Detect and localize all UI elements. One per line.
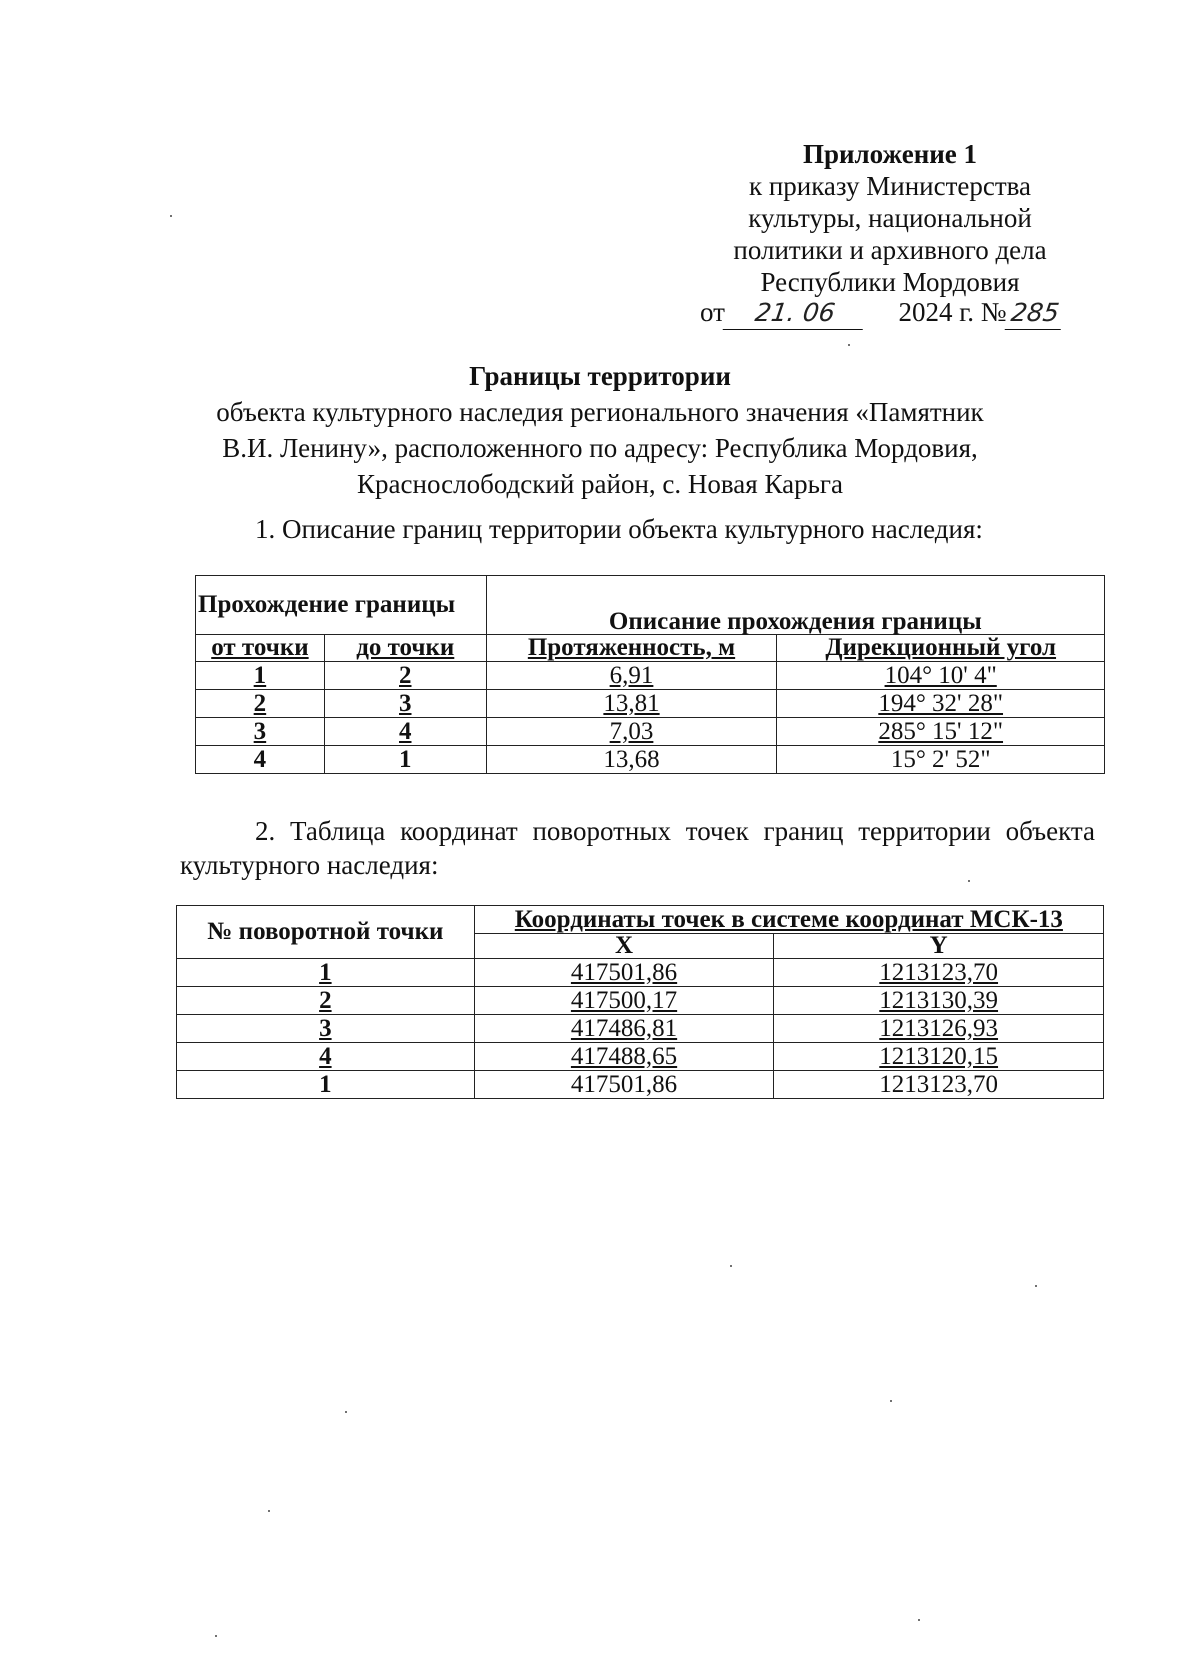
- length-value: 13,68: [486, 746, 777, 774]
- y-header: Y: [774, 934, 1104, 959]
- to-point-header: до точки: [324, 635, 486, 662]
- x-value: 417501,86: [474, 1071, 774, 1099]
- scan-speck: [848, 344, 850, 346]
- scan-speck: [215, 1635, 217, 1637]
- boundary-description-table: [195, 575, 1105, 774]
- to-point: 3: [324, 690, 486, 718]
- from-point: 1: [196, 662, 325, 690]
- coordinates-header: Координаты точек в системе координат МСК-13: [474, 906, 1103, 934]
- table-row: [196, 718, 1105, 746]
- from-point-header: от точки: [196, 635, 325, 662]
- scan-speck: [918, 1619, 920, 1621]
- length-value: 6,91: [486, 662, 777, 690]
- length-header: Протяженность, м: [486, 635, 777, 662]
- y-value: 1213120,15: [774, 1043, 1104, 1071]
- x-value: 417500,17: [474, 987, 774, 1015]
- y-value: 1213126,93: [774, 1015, 1104, 1043]
- y-value: 1213130,39: [774, 987, 1104, 1015]
- from-point: 2: [196, 690, 325, 718]
- y-value: 1213123,70: [774, 959, 1104, 987]
- document-title: Границы территории: [469, 361, 731, 391]
- handwritten-date: 21. 06: [723, 297, 868, 330]
- to-point: 2: [324, 662, 486, 690]
- scan-speck: [345, 1411, 347, 1413]
- appendix-line-2: культуры, национальной: [748, 203, 1032, 233]
- point-number: 1: [177, 1071, 475, 1099]
- order-date-line: [700, 296, 1120, 330]
- turning-point-number-header: № поворотной точки: [177, 906, 475, 959]
- year-text: 2024 г. №: [898, 297, 1007, 327]
- angle-value: 104° 10' 4": [777, 662, 1105, 690]
- document-subtitle-line-1: объекта культурного наследия регионального значения «Памятник: [216, 397, 984, 427]
- coordinates-table: [176, 905, 1104, 1099]
- length-value: 13,81: [486, 690, 777, 718]
- scan-speck: [170, 215, 172, 217]
- x-value: 417501,86: [474, 959, 774, 987]
- appendix-line-1: к приказу Министерства: [748, 171, 1032, 201]
- scan-speck: [968, 880, 970, 882]
- table-row: [177, 1043, 1104, 1071]
- length-value: 7,03: [486, 718, 777, 746]
- table-row: [177, 959, 1104, 987]
- x-value: 417488,65: [474, 1043, 774, 1071]
- document-subtitle-line-2: В.И. Ленину», расположенного по адресу: Республика Мордовия,: [222, 433, 978, 463]
- boundary-description-header: Описание прохождения границы: [486, 576, 1104, 635]
- appendix-line-4: Республики Мордовия: [760, 267, 1020, 297]
- x-header: X: [474, 934, 774, 959]
- appendix-line-3: политики и архивного дела: [733, 235, 1047, 265]
- angle-value: 285° 15' 12": [777, 718, 1105, 746]
- angle-value: 15° 2' 52": [777, 746, 1105, 774]
- direction-angle-header: Дирекционный угол: [777, 635, 1105, 662]
- scan-speck: [268, 1510, 270, 1512]
- from-point: 3: [196, 718, 325, 746]
- scan-speck: [1035, 1285, 1037, 1287]
- table-row: [196, 746, 1105, 774]
- point-number: 3: [177, 1015, 475, 1043]
- x-value: 417486,81: [474, 1015, 774, 1043]
- date-prefix: от: [700, 297, 725, 327]
- boundary-pass-header: Прохождение границы: [196, 576, 487, 635]
- to-point: 4: [324, 718, 486, 746]
- table-row: [196, 690, 1105, 718]
- point-number: 1: [177, 959, 475, 987]
- appendix-title: Приложение 1: [802, 139, 978, 169]
- point-number: 2: [177, 987, 475, 1015]
- table-row: [177, 1015, 1104, 1043]
- y-value: 1213123,70: [774, 1071, 1104, 1099]
- angle-value: 194° 32' 28": [777, 690, 1105, 718]
- document-subtitle-line-3: Краснослободский район, с. Новая Карьга: [357, 469, 843, 499]
- scan-speck: [890, 1400, 892, 1402]
- section-1-heading: 1. Описание границ территории объекта культурного наследия:: [255, 514, 983, 544]
- to-point: 1: [324, 746, 486, 774]
- appendix-header: [700, 138, 1080, 298]
- document-title-block: [180, 358, 1020, 502]
- section-2-heading: 2. Таблица координат поворотных точек границ территории объекта культурного наследия:: [180, 816, 1095, 880]
- scan-speck: [730, 1265, 732, 1267]
- from-point: 4: [196, 746, 325, 774]
- table-row: [196, 662, 1105, 690]
- table-row: [177, 987, 1104, 1015]
- table-row: [177, 1071, 1104, 1099]
- handwritten-number: 285: [1004, 297, 1065, 330]
- point-number: 4: [177, 1043, 475, 1071]
